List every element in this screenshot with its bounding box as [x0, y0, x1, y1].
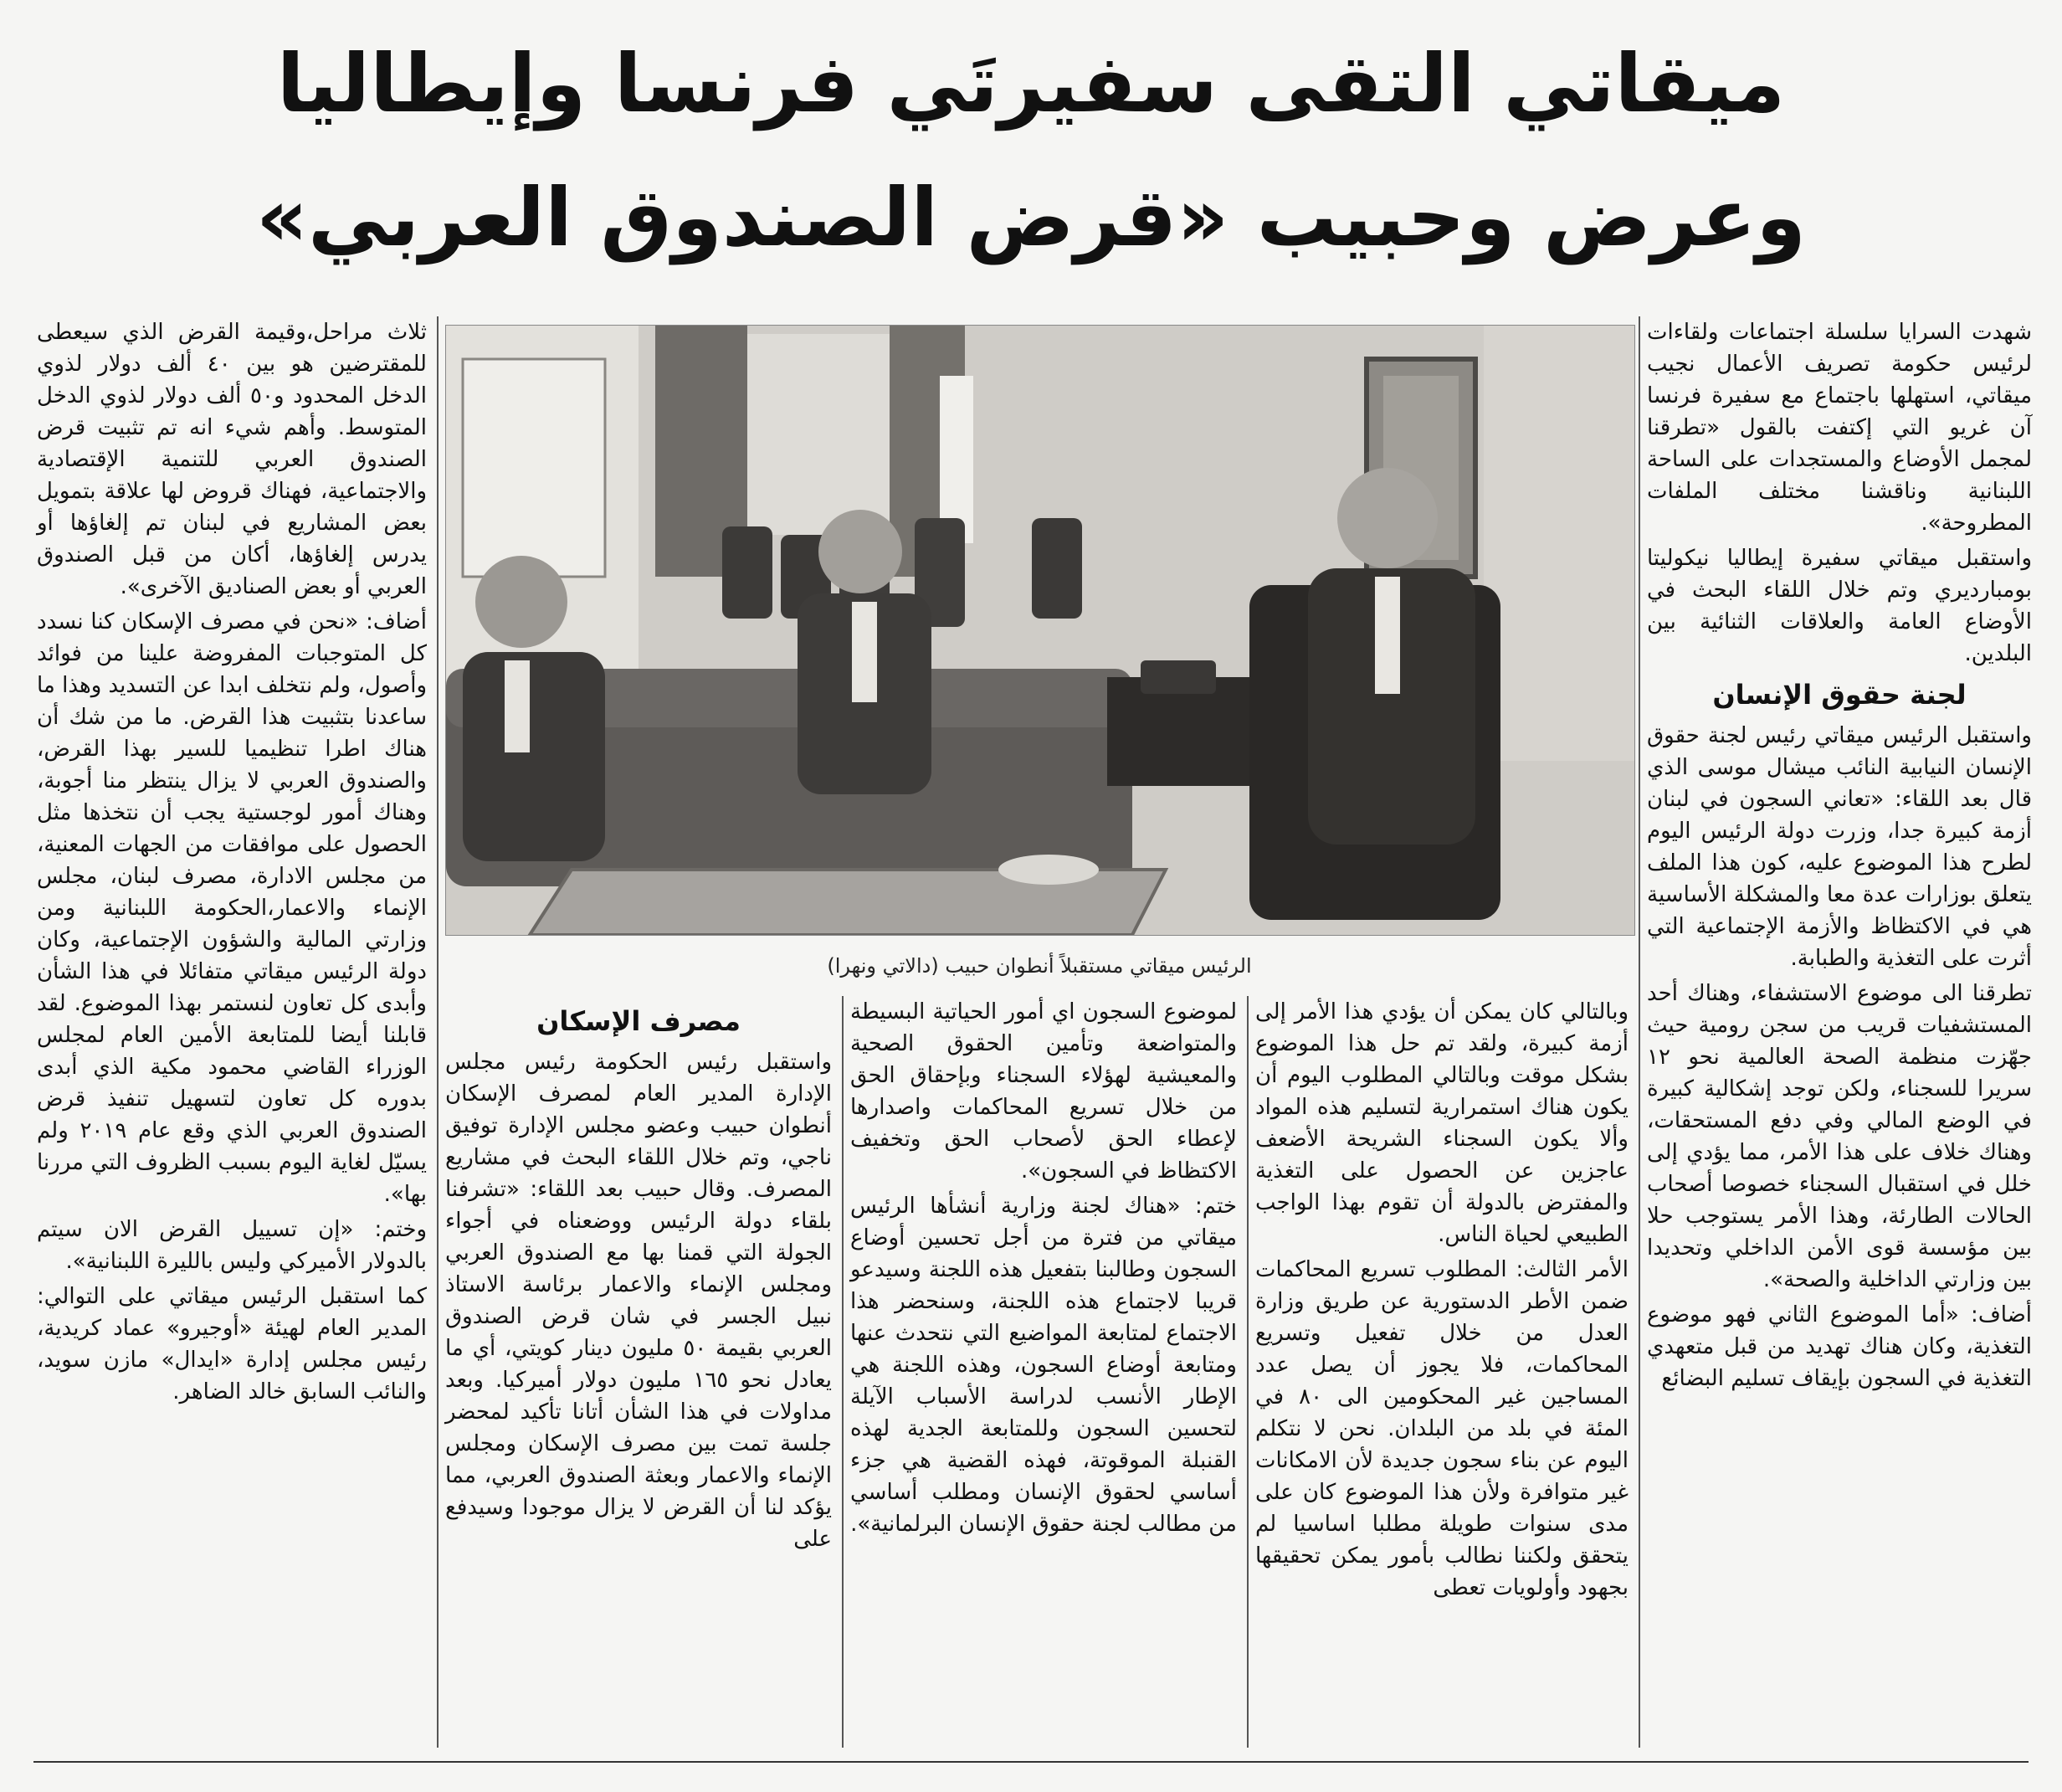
paragraph: واستقبل الرئيس ميقاتي رئيس لجنة حقوق الإنسان النيابية النائب ميشال موسى الذي قال بعد اللقاء: «تعاني السجون في لبنان أزمة كبيرة جدا، وزرت دولة الرئيس اليوم لطرح هذا الموضوع عليه، كون هذا الملف يتعلق بوزارات عدة معا والمشكلة الأساسية هي في الاكتظاظ والأزمة الإجتماعية التي أثرت على التغذية والطبابة. — [1647, 723, 2032, 971]
paragraph: أضاف: «أما الموضوع الثاني فهو موضوع التغذية، وكان هناك تهديد من قبل متعهدي التغذية في السجون بإيقاف تسليم البضائع — [1647, 1302, 2032, 1391]
section-heading: لجنة حقوق الإنسان — [1712, 679, 1967, 711]
column-2 — [1255, 996, 1629, 1607]
paragraph: لموضوع السجون اي أمور الحياتية البسيطة والمتواضعة وتأمين الحقوق الصحية والمعيشية لهؤلاء السجناء وبإحقاق الحق من خلال تسريع المحاكمات واصدارها لإعطاء الحق لأصحاب الحق وتخفيف الاكتظاظ في السجون». — [850, 999, 1237, 1184]
paragraph: ختم: «هناك لجنة وزارية أنشأها الرئيس ميقاتي من فترة من أجل تحسين أوضاع السجون وطالبنا بتفعيل هذه اللجنة وسيدعو قريبا لاجتماع هذه اللجنة، وسنحضر هذا الاجتماع لمتابعة المواضيع التي نتحدث عنها ومتابعة أوضاع السجون، وهذه اللجنة هي الإطار الأنسب لدراسة الأسباب الآيلة لتحسين السجون وللمتابعة الجدية لهذه القنبلة الموقوتة، فهذه القضية هي جزء أساسي لحقوق الإنسان ومطلب أساسي من مطالب لجنة حقوق الإنسان البرلمانية». — [850, 1194, 1237, 1537]
headline-line-1: ميقاتي التقى سفيرتَي فرنسا وإيطاليا — [276, 37, 1786, 131]
paragraph: الأمر الثالث: المطلوب تسريع المحاكمات ضمن الأطر الدستورية عن طريق وزارة العدل من خلال تفعيل وتسريع المحاكمات، فلا يجوز أن يصل عدد المساجين غير المحكومين الى ٨٠ في المئة في بلد من البلدان. نحن لا نتكلم اليوم عن بناء سجون جديدة لأن الامكانات غير متوافرة ولأن هذا الموضوع كان على مدى سنوات طويلة مطلبا اساسيا لم يتحقق ولكننا نطالب بأمور يمكن تحقيقها بجهود وأولويات تعطى — [1255, 1257, 1629, 1600]
news-photo — [445, 325, 1635, 936]
column-divider — [1247, 996, 1249, 1748]
paragraph: تطرقنا الى موضوع الاستشفاء، وهناك أحد المستشفيات قريب من سجن رومية حيث جهّزت منظمة الصحة العالمية نحو ١٢ سريرا للسجناء، ولكن توجد إشكالية كبيرة في الوضع المالي وفي دفع المستحقات، وهناك خلاف على هذا الأمر، مما يؤدي إلى خلل في استقبال السجناء خصوصا أصحاب الحالات الطارئة، وهذا الأمر يستوجب حلا بين مؤسسة قوى الأمن الداخلي وتحديدا بين وزارتي الداخلية والصحة». — [1647, 981, 2032, 1292]
section-heading: مصرف الإسكان — [536, 1005, 741, 1037]
paragraph: واستقبل ميقاتي سفيرة إيطاليا نيكوليتا بومبارديري وتم خلال اللقاء البحث في الأوضاع العامة والعلاقات الثنائية بين البلدين. — [1647, 546, 2032, 666]
column-divider — [1639, 316, 1640, 1748]
column-divider — [842, 996, 844, 1748]
photo-caption: الرئيس ميقاتي مستقبلاً أنطوان حبيب (دالاتي ونهرا) — [827, 954, 1252, 978]
page-bottom-rule — [33, 1761, 2029, 1763]
column-3 — [850, 996, 1237, 1543]
meeting-photo-illustration — [446, 326, 1634, 935]
column-right — [1647, 316, 2032, 1398]
paragraph: واستقبل رئيس الحكومة رئيس مجلس الإدارة المدير العام لمصرف الإسكان أنطوان حبيب وعضو مجلس الإدارة توفيق ناجي، وتم خلال اللقاء البحث في مشاريع المصرف. وقال حبيب بعد اللقاء: «تشرفنا بلقاء دولة الرئيس ووضعناه في أجواء الجولة التي قمنا بها مع الصندوق العربي ومجلس الإنماء والاعمار برئاسة الاستاذ نبيل الجسر في شان قرض الصندوق العربي بقيمة ٥٠ مليون دينار كويتي، أي ما يعادل نحو ١٦٥ مليون دولار أميركيا. وبعد مداولات في هذا الشأن أتانا تأكيد لمحضر جلسة تمت بين مصرف الإسكان ومجلس الإنماء والاعمار وبعثة الصندوق العربي، مما يؤكد لنا أن القرض لا يزال موجودا وسيدفع على — [445, 1050, 833, 1552]
paragraph: كما استقبل الرئيس ميقاتي على التوالي: المدير العام لهيئة «أوجيرو» عماد كريدية، رئيس مجلس إدارة «ايدال» مازن سويد، والنائب السابق خالد الضاهر. — [37, 1284, 427, 1404]
headline-line-2: وعرض وحبيب «قرض الصندوق العربي» — [255, 171, 1807, 264]
paragraph: وبالتالي كان يمكن أن يؤدي هذا الأمر إلى أزمة كبيرة، ولقد تم حل هذا الموضوع بشكل موقت وبالتالي المطلوب اليوم أن يكون هناك استمرارية لتسليم هذه المواد وألا يكون السجناء الشريحة الأضعف عاجزين عن الحصول على التغذية والمفترض بالدولة أن تقوم بهذا الواجب الطبيعي لحياة الناس. — [1255, 999, 1629, 1247]
paragraph: أضاف: «نحن في مصرف الإسكان كنا نسدد كل المتوجبات المفروضة علينا من فوائد وأصول، ولم نتخلف ابدا عن التسديد وهذا ما ساعدنا بتثبيت هذا القرض. ما من شك أن هناك اطرا تنظيميا للسير بهذا القرض، والصندوق العربي لا يزال ينتظر منا أجوبة، وهناك أمور لوجستية يجب أن نتخذها مثل الحصول على موافقات من الجهات المعنية، من مجلس الادارة، مصرف لبنان، مجلس الإنماء والاعمار،الحكومة اللبنانية ومن وزارتي المالية والشؤون الإجتماعية، وكان دولة الرئيس ميقاتي متفائلا في هذا الشأن وأبدى كل تعاون لنستمر بهذا الموضوع. لقد قابلنا أيضا للمتابعة الأمين العام لمجلس الوزراء القاضي محمود مكية الذي أبدى بدوره كل تعاون لتسهيل تنفيذ قرض الصندوق العربي الذي وقع عام ٢٠١٩ ولم يسيّل لغاية اليوم بسبب الظروف التي مررنا بها». — [37, 609, 427, 1207]
column-4 — [445, 996, 832, 1558]
paragraph: شهدت السرايا سلسلة اجتماعات ولقاءات لرئيس حكومة تصريف الأعمال نجيب ميقاتي، استهلها باجتماع مع سفيرة فرنسا آن غريو التي إكتفت بالقول «تطرقنا لمجمل الأوضاع والمستجدات على الساحة اللبنانية وناقشنا مختلف الملفات المطروحة». — [1647, 320, 2032, 536]
paragraph: ثلاث مراحل،وقيمة القرض الذي سيعطى للمقترضين هو بين ٤٠ ألف دولار لذوي الدخل المحدود و٥٠ ألف دولار لذوي الدخل المتوسط. وأهم شيء انه تم تثبيت قرض الصندوق العربي للتنمية الإقتصادية والاجتماعية، فهناك قروض لها علاقة بتمويل بعض المشاريع في لبنان تم إلغاؤها أو يدرس إلغاؤها، أكان من قبل الصندوق العربي أو بعض الصناديق الآخرى». — [37, 320, 428, 599]
column-left — [37, 316, 427, 1411]
column-divider — [437, 316, 439, 1748]
paragraph: وختم: «إن تسييل القرض الان سيتم بالدولار الأميركي وليس بالليرة اللبنانية». — [37, 1217, 427, 1274]
